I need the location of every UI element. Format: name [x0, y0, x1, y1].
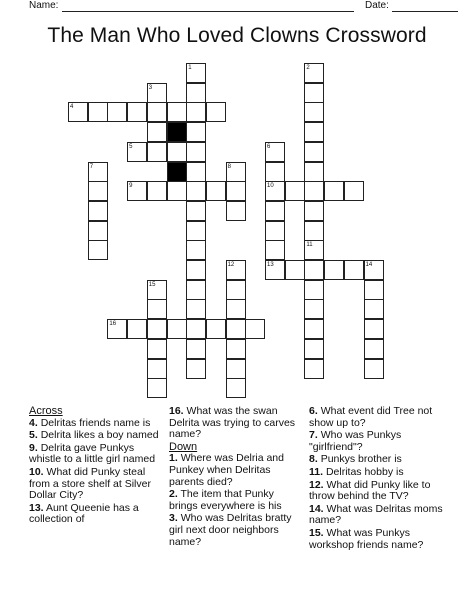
- across-clue-16: 16. What was the swan Delrita was trying to carves name?: [169, 405, 296, 441]
- grid-cell[interactable]: [107, 102, 127, 122]
- clue-number: 6: [267, 143, 271, 150]
- grid-cell[interactable]: [206, 102, 226, 122]
- black-square: [167, 162, 187, 182]
- grid-cell[interactable]: [88, 102, 108, 122]
- clue-number: 3: [148, 84, 153, 91]
- clue-number: 2: [306, 65, 310, 71]
- down-clue-1: 1. Where was Delria and Punkey when Delritas parents died?: [169, 452, 284, 488]
- grid-cell[interactable]: [167, 319, 187, 339]
- across-clue-5: 5. Delrita likes a boy named: [29, 429, 159, 442]
- grid-cell[interactable]: [147, 102, 167, 122]
- grid-cell[interactable]: [364, 339, 384, 359]
- grid-cell[interactable]: [304, 181, 324, 201]
- across-clue-9: 9. Delrita gave Punkys whistle to a little girl named: [29, 441, 156, 466]
- grid-cell[interactable]: [147, 378, 167, 398]
- grid-cell[interactable]: [186, 162, 206, 182]
- grid-cell[interactable]: [304, 280, 324, 300]
- grid-cell[interactable]: [226, 201, 246, 221]
- grid-cell[interactable]: [186, 102, 206, 122]
- clue-number: 10: [267, 183, 274, 190]
- grid-cell[interactable]: [344, 260, 364, 280]
- grid-cell[interactable]: [364, 319, 384, 339]
- grid-cell[interactable]: [285, 181, 305, 201]
- clue-number: 7: [89, 163, 94, 170]
- grid-cell[interactable]: [226, 280, 246, 300]
- clue-column-2: [169, 406, 304, 549]
- grid-cell[interactable]: [88, 201, 108, 221]
- grid-cell[interactable]: [186, 260, 206, 280]
- clue-number: 13: [267, 262, 274, 268]
- grid-cell[interactable]: [186, 122, 206, 142]
- clue-number: 9: [129, 183, 133, 190]
- grid-cell[interactable]: [304, 142, 324, 162]
- grid-cell[interactable]: [206, 181, 226, 201]
- grid-cell[interactable]: [344, 181, 364, 201]
- grid-cell[interactable]: [186, 201, 206, 221]
- grid-cell[interactable]: [186, 83, 206, 103]
- clue-number: 1: [188, 65, 192, 71]
- grid-cell[interactable]: [88, 240, 108, 260]
- grid-cell[interactable]: [265, 162, 285, 182]
- grid-cell[interactable]: [364, 299, 384, 319]
- grid-cell[interactable]: [304, 221, 324, 241]
- across-heading: Across: [29, 405, 63, 417]
- grid-cell[interactable]: [167, 142, 187, 162]
- grid-cell[interactable]: [304, 299, 324, 319]
- grid-cell[interactable]: [167, 102, 187, 122]
- clue-number: 15: [148, 281, 156, 288]
- grid-cell[interactable]: [147, 319, 167, 339]
- grid-cell[interactable]: [265, 221, 285, 241]
- down-clue-12: 12. What did Punky like to throw behind the TV?: [309, 478, 431, 503]
- clue-number: 4: [70, 104, 74, 111]
- clue-column-3: [309, 406, 444, 552]
- name-label: Name:: [29, 0, 59, 11]
- down-clue-15: 15. What was Punkys workshop friends name?: [309, 526, 424, 551]
- grid-cell[interactable]: [245, 319, 265, 339]
- grid-cell[interactable]: [147, 122, 167, 142]
- grid-cell[interactable]: [304, 102, 324, 122]
- clue-number: 11: [306, 242, 313, 249]
- grid-cell[interactable]: [324, 260, 344, 280]
- grid-cell[interactable]: [265, 240, 285, 260]
- grid-cell[interactable]: [304, 319, 324, 339]
- page-title: The Man Who Loved Clowns Crossword: [47, 24, 427, 47]
- clue-number: 16: [109, 321, 117, 328]
- down-heading: Down: [169, 440, 198, 453]
- clue-number: 5: [129, 143, 133, 150]
- date-label: Date:: [365, 0, 389, 11]
- grid-cell[interactable]: [186, 221, 206, 241]
- down-clue-3: 3. Who was Delritas bratty girl next door neighbors name?: [169, 512, 292, 548]
- grid-cell[interactable]: [186, 319, 206, 339]
- grid-cell[interactable]: [304, 359, 324, 379]
- grid-cell[interactable]: [226, 339, 246, 359]
- down-clue-7: 7. Who was Punkys "girlfriend"?: [309, 429, 402, 453]
- clue-number: 14: [365, 262, 373, 268]
- down-clue-2: 2. The item that Punky brings everywhere is his: [169, 488, 282, 512]
- down-clue-6: 6. What event did Tree not show up to?: [309, 405, 433, 429]
- grid-cell[interactable]: [186, 359, 206, 379]
- clue-number: 12: [227, 262, 235, 268]
- grid-cell[interactable]: [127, 102, 147, 122]
- worksheet-header: [0, 0, 474, 14]
- across-clue-13: 13. Aunt Queenie has a collection of: [29, 501, 139, 526]
- grid-cell[interactable]: [304, 339, 324, 359]
- grid-cell[interactable]: [147, 142, 167, 162]
- grid-cell[interactable]: [147, 299, 167, 319]
- grid-cell[interactable]: [186, 181, 206, 201]
- grid-cell[interactable]: [206, 319, 226, 339]
- grid-cell[interactable]: [186, 240, 206, 260]
- clue-column-1: [29, 406, 164, 527]
- grid-cell[interactable]: [304, 162, 324, 182]
- grid-cell[interactable]: [186, 280, 206, 300]
- grid-cell[interactable]: [186, 142, 206, 162]
- grid-cell[interactable]: [304, 83, 324, 103]
- black-square: [167, 122, 187, 142]
- grid-cell[interactable]: [304, 122, 324, 142]
- grid-cell[interactable]: [186, 299, 206, 319]
- grid-cell[interactable]: [265, 201, 285, 221]
- grid-cell[interactable]: [186, 339, 206, 359]
- clue-number: 8: [227, 163, 231, 170]
- grid-cell[interactable]: [324, 181, 344, 201]
- grid-cell[interactable]: [304, 201, 324, 221]
- grid-cell[interactable]: [285, 260, 305, 280]
- grid-cell[interactable]: [147, 359, 167, 379]
- grid-cell[interactable]: [147, 339, 167, 359]
- name-field-line[interactable]: [62, 11, 354, 12]
- date-field-line[interactable]: [392, 11, 458, 12]
- grid-cell[interactable]: [226, 359, 246, 379]
- grid-cell[interactable]: [88, 221, 108, 241]
- grid-cell[interactable]: [226, 299, 246, 319]
- grid-cell[interactable]: [226, 181, 246, 201]
- grid-cell[interactable]: [364, 280, 384, 300]
- grid-cell[interactable]: [167, 181, 187, 201]
- grid-cell[interactable]: [226, 319, 246, 339]
- across-clue-4: 4. Delritas friends name is: [29, 416, 151, 429]
- grid-cell[interactable]: [226, 378, 246, 398]
- grid-cell[interactable]: [147, 181, 167, 201]
- down-clue-8: 8. Punkys brother is: [309, 453, 402, 466]
- grid-cell[interactable]: [127, 319, 147, 339]
- down-clue-11: 11. Delritas hobby is: [309, 465, 404, 478]
- grid-cell[interactable]: [88, 181, 108, 201]
- down-clue-14: 14. What was Delritas moms name?: [309, 502, 443, 527]
- grid-cell[interactable]: [304, 260, 324, 280]
- across-clue-10: 10. What did Punky steal from a store shelf at Silver Dollar City?: [29, 465, 151, 502]
- grid-cell[interactable]: [364, 359, 384, 379]
